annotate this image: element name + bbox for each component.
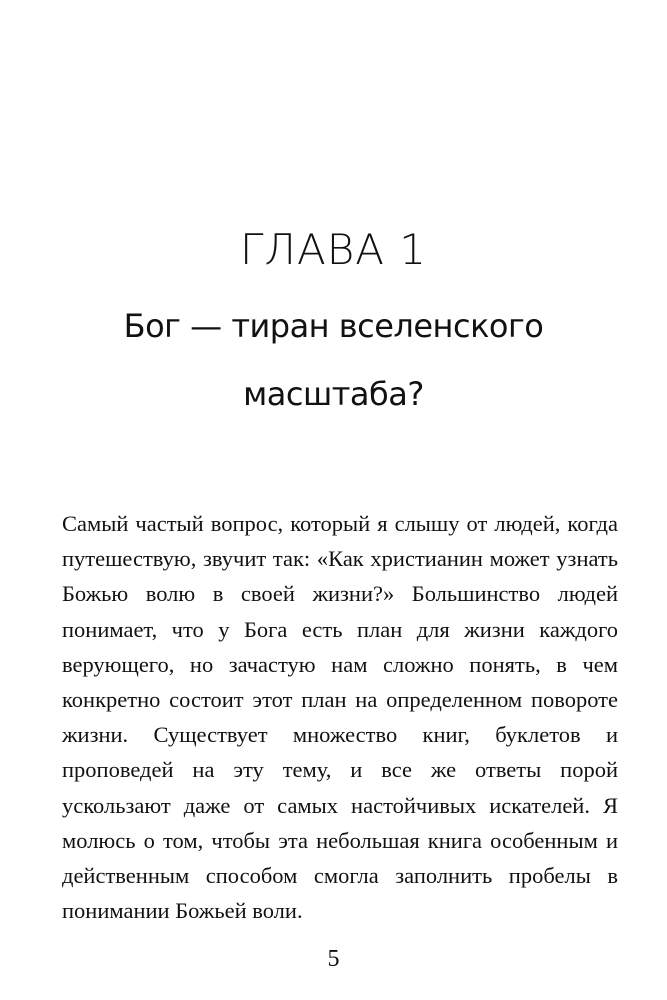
chapter-label: ГЛАВА 1	[239, 225, 428, 274]
body-paragraph: Самый частый вопрос, который я слышу от людей, когда путешествую, звучит так: «Как христианин может узнать Божью волю в своей жизни?» Большинство людей понимает, что у Бога есть план для жизни каждого верующего, но зачастую нам сложно понять, в чем конкретно состоит этот план на определенном повороте жизни. Существует множество книг, буклетов и проповедей на эту тему, и все же ответы порой ускользают даже от самых настойчивых искателей. Я молюсь о том, чтобы эта небольшая книга особенным и действенным способом смогла заполнить пробелы в понимании Божьей воли.	[62, 511, 618, 924]
chapter-title: Бог — тиран вселенского масштаба?	[123, 307, 544, 413]
page-number: 5	[327, 946, 340, 972]
